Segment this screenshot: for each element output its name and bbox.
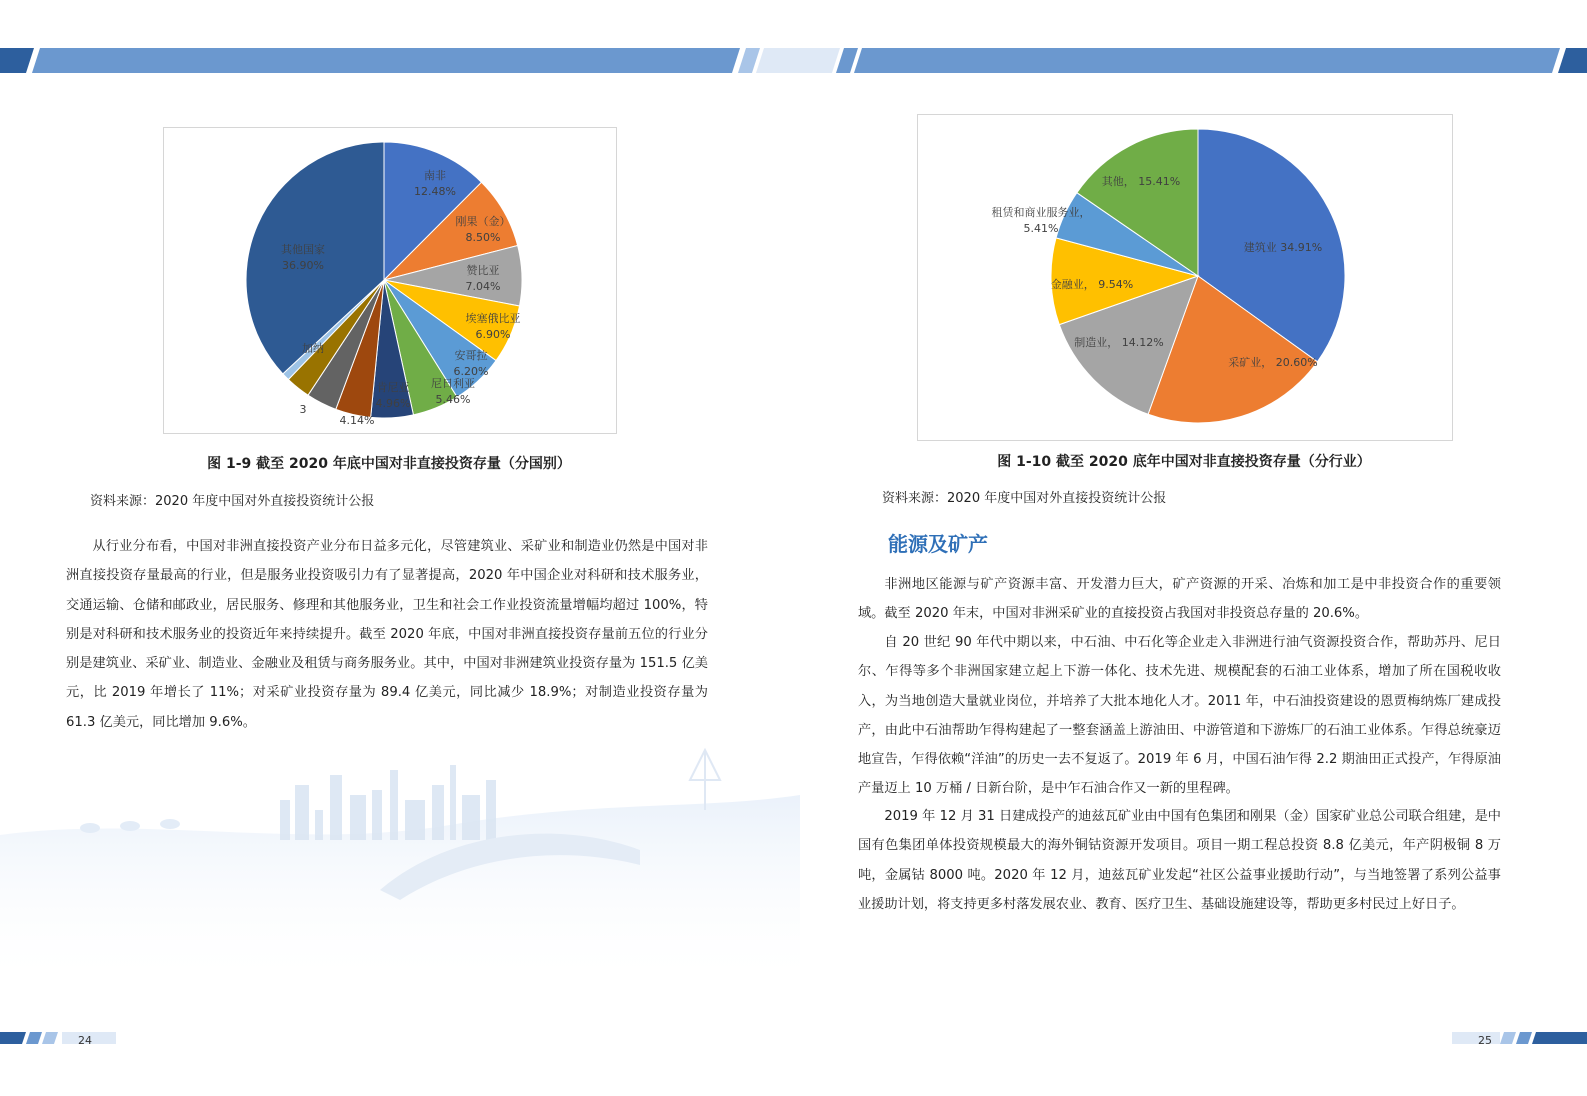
pie-label-2-0: 赞比亚 (466, 264, 500, 277)
pie-label-11-1: 36.90% (282, 259, 324, 272)
footer-band-left (0, 1032, 120, 1046)
figure-caption-1-10: 图 1-10 截至 2020 底年中国对非直接投资存量（分行业） (997, 454, 1371, 470)
pie-label-10-0: 加纳 (302, 342, 324, 355)
pie-chart-by-country (163, 127, 615, 432)
header-band (0, 0, 1587, 80)
pie-label-0-0: 南非 (424, 169, 446, 182)
right-paragraph-1: 非洲地区能源与矿产资源丰富、开发潜力巨大，矿产资源的开采、冶炼和加工是中非投资合作的重要领域。截至 2020 年末，中国对非洲采矿业的直接投资占我国对非投资总存量的 20.6%。 (858, 577, 1501, 622)
section-heading-energy-minerals: 能源及矿产 (888, 532, 988, 556)
pie-label-4-0: 安哥拉 (454, 349, 488, 362)
pie-label-9-1: 3 (299, 403, 307, 416)
pie-label-5-0: 其他， 15.41% (1101, 175, 1181, 188)
pie-label-7-1: 4.14% (339, 414, 375, 427)
pie-label-11-0: 其他国家 (281, 243, 325, 256)
pie-label-0-1: 12.48% (414, 185, 456, 198)
skyline-background (0, 740, 800, 990)
pie-label-2-1: 7.04% (465, 280, 501, 293)
pie-label-1-1: 8.50% (465, 231, 501, 244)
pie-label-4-0: 租赁和商业服务业， (991, 206, 1091, 219)
pie-label-2-0: 制造业， 14.12% (1074, 336, 1164, 349)
pie-label-1-0: 刚果（金） (455, 215, 511, 228)
source-note-left: 资料来源：2020 年度中国对外直接投资统计公报 (90, 494, 375, 509)
pie-label-1-0: 采矿业， 20.60% (1228, 356, 1318, 369)
page-number-left: 24 (78, 1034, 92, 1047)
left-paragraph-1: 从行业分布看，中国对非洲直接投资产业分布日益多元化，尽管建筑业、采矿业和制造业仍然是中国对非洲直接投资存量最高的行业，但是服务业投资吸引力有了显著提高，2020 年中国企业对科研和技术服务业，交通运输、仓储和邮政业，居民服务、修理和其他服务业，卫生和社会工作业投资流量增幅均超过 100%，特别是对科研和技术服务业的投资近年来持续提升。截至 2020 年底，中国对非洲直接投资存量前五位的行业分别是建筑业、采矿业、制造业、金融业及租赁与商务服务业。其中，中国对非洲建筑业投资存量为 151.5 亿美元，比 2019 年增长了 11%；对采矿业投资存量为 89.4 亿美元，同比减少 18.9%；对制造业投资存量为 61.3 亿美元，同比增加 9.6%。 (66, 539, 708, 730)
right-paragraph-2: 自 20 世纪 90 年代中期以来，中石油、中石化等企业走入非洲进行油气资源投资合作，帮助苏丹、尼日尔、乍得等多个非洲国家建立起上下游一体化、技术先进、规模配套的石油工业体系，增加了所在国税收收入，为当地创造大量就业岗位，并培养了大批本地化人才。2011 年，中石油投资建设的恩贾梅纳炼厂建成投产，由此中石油帮助乍得构建起了一整套涵盖上游油田、中游管道和下游炼厂的石油工业体系。乍得总统豪迈地宣告，乍得依赖“洋油”的历史一去不复返了。2019 年 6 月，中国石油乍得 2.2 期油田正式投产，乍得原油产量迈上 10 万桶 / 日新台阶，是中乍石油合作又一新的里程碑。 (858, 635, 1501, 797)
pie-label-5-1: 5.46% (435, 393, 471, 406)
right-paragraph-3: 2019 年 12 月 31 日建成投产的迪兹瓦矿业由中国有色集团和刚果（金）国家矿业总公司联合组建，是中国有色集团单体投资规模最大的海外铜钴资源开发项目。项目一期工程总投资 8.8 亿美元，年产阴极铜 8 万吨，金属钴 8000 吨。2020 年 12 月，迪兹瓦矿业发起“社区公益事业援助行动”，与当地签署了系列公益事业援助计划，将支持更多村落发展农业、教育、医疗卫生、基础设施建设等，帮助更多村民过上好日子。 (858, 809, 1501, 912)
pie-label-6-0: 肯尼亚 (376, 381, 410, 394)
pie-label-5-0: 尼日利亚 (431, 377, 475, 390)
figure-caption-1-9: 图 1-9 截至 2020 年底中国对非直接投资存量（分国别） (207, 456, 571, 472)
pie-label-0-0: 建筑业 34.91% (1243, 241, 1323, 254)
source-note-right: 资料来源：2020 年度中国对外直接投资统计公报 (882, 491, 1167, 506)
pie-label-4-1: 6.20% (453, 365, 489, 378)
pie-chart-by-industry (917, 114, 1451, 439)
pie-label-3-0: 金融业， 9.54% (1050, 278, 1134, 291)
pie-label-6-1: 4.96% (375, 397, 411, 410)
pie-label-4-1: 5.41% (1023, 222, 1059, 235)
pie-label-3-1: 6.90% (475, 328, 511, 341)
footer-band-right (1452, 1032, 1587, 1046)
page-number-right: 25 (1478, 1034, 1492, 1047)
pie-label-3-0: 埃塞俄比亚 (465, 312, 521, 325)
